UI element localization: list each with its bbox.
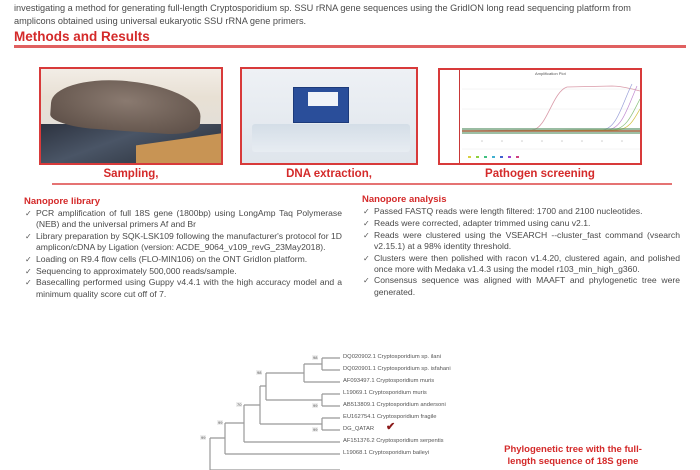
tree-leaf-highlighted: DG_QATAR [343, 426, 375, 432]
amplification-curves [462, 74, 642, 164]
tree-leaf: DQ020901.1 Cryptosporidium sp. isfahani [343, 366, 451, 372]
list-item: ✓ Passed FASTQ reads were length filtered: 1700 and 2100 nucleotides. [363, 206, 643, 217]
list-item: ✓ Consensus sequence was aligned with MAAFT and phylogenetic tree were generated. [363, 275, 680, 297]
nanopore-library-section [24, 196, 342, 300]
checkmark-icon: ✓ [363, 207, 370, 217]
bootstrap-label: 99 [201, 435, 206, 440]
tree-leaf: AB513809.1 Cryptosporidium andersoni [343, 402, 446, 408]
tree-caption-line-2: length sequence of 18S gene [507, 456, 639, 467]
list-item: ✓ Clusters were then polished with racon v1.4.20, clustered again, and polished once more with Medaka v1.4.3 using the model r103_min_high_g360. [363, 252, 680, 274]
checkmark-icon: ✓ [25, 232, 32, 242]
intro-paragraph [14, 2, 690, 28]
list-item: ✓ Reads were corrected, adapter trimmed using canu v2.1. [363, 217, 591, 228]
tubes-graphic [252, 124, 410, 152]
section-title: Methods and Results [14, 29, 150, 44]
bootstrap-label: 98 [257, 370, 262, 375]
checkmark-icon: ✓ [363, 276, 370, 286]
tree-leaf: AF093497.1 Cryptosporidium muris [343, 378, 435, 384]
checkmark-highlight-icon: ✔ [386, 421, 396, 433]
tree-leaf: DQ020902.1 Cryptosporidium sp. ilani [343, 354, 441, 360]
sampling-photo [39, 67, 223, 165]
dna-extraction-photo [240, 67, 418, 165]
bootstrap-label: 99 [313, 403, 318, 408]
nanopore-library-title: Nanopore library [24, 196, 101, 207]
bootstrap-label: 98 [313, 355, 318, 360]
intro-line-1: investigating a method for generating full-length Cryptosporidium sp. SSU rRNA gene sequences using the GridION long read sequencing platform from [14, 3, 631, 13]
checkmark-icon: ✓ [25, 266, 32, 276]
list-item: ✓ Sequencing to approximately 500,000 reads/sample. [25, 265, 237, 276]
checkmark-icon: ✓ [363, 230, 370, 240]
list-item: ✓ Reads were clustered using the VSEARCH --cluster_fast command (vsearch v2.15.1) at a 98% identity threshold. [363, 229, 680, 251]
caption-dna-extraction: DNA extraction, [286, 168, 372, 180]
caption-pathogen-screening: Pathogen screening [485, 168, 595, 180]
list-item: ✓ Basecalling performed using Guppy v4.4.1 with the high accuracy model and a minimum quality score cut off of 7. [25, 277, 342, 299]
tree-leaf: L19068.1 Cryptosporidium baileyi [343, 450, 430, 456]
nanopore-analysis-title: Nanopore analysis [362, 194, 447, 205]
tree-leaf: EU162754.1 Cryptosporidium fragile [343, 414, 437, 420]
intro-line-2: amplicons obtained using universal eukaryotic SSU rRNA gene primers. [14, 16, 307, 26]
caption-sampling: Sampling, [103, 168, 159, 180]
checkmark-icon: ✓ [25, 278, 32, 288]
bootstrap-label: 99 [313, 427, 318, 432]
pcr-plot-title: Amplification Plot [535, 71, 566, 76]
bootstrap-label: 99 [218, 420, 223, 425]
list-item: ✓ Loading on R9.4 flow cells (FLO-MIN106) on the ONT GridIon platform. [25, 254, 308, 265]
list-item: ✓ PCR amplification of full 18S gene (1800bp) using LongAmp Taq Polymerase (NEB) and the universal primers Af and Br [25, 208, 342, 230]
tree-leaf: AF151376.2 Cryptosporidium serpentis [343, 438, 444, 444]
checkmark-icon: ✓ [363, 218, 370, 228]
tree-caption [483, 444, 663, 468]
figures-divider [52, 183, 672, 185]
checkmark-icon: ✓ [363, 253, 370, 263]
list-item: ✓ Library preparation by SQK-LSK109 following the manufacturer's protocol for 1D amplicon/cDNA by Ligation (version: ACDE_9064_v109_revG_23May2018). [25, 231, 342, 253]
kit-label-graphic [308, 92, 338, 106]
checkmark-icon: ✓ [25, 255, 32, 265]
checkmark-icon: ✓ [25, 209, 32, 219]
tree-caption-line-1: Phylogenetic tree with the full- [504, 444, 642, 455]
pcr-axis-panel [440, 70, 460, 163]
bootstrap-label: 70 [237, 402, 242, 407]
section-divider [14, 45, 686, 48]
nanopore-analysis-section [362, 194, 680, 298]
tree-leaf: L19069.1 Cryptosporidium muris [343, 390, 427, 396]
pathogen-screening-plot [438, 68, 642, 165]
